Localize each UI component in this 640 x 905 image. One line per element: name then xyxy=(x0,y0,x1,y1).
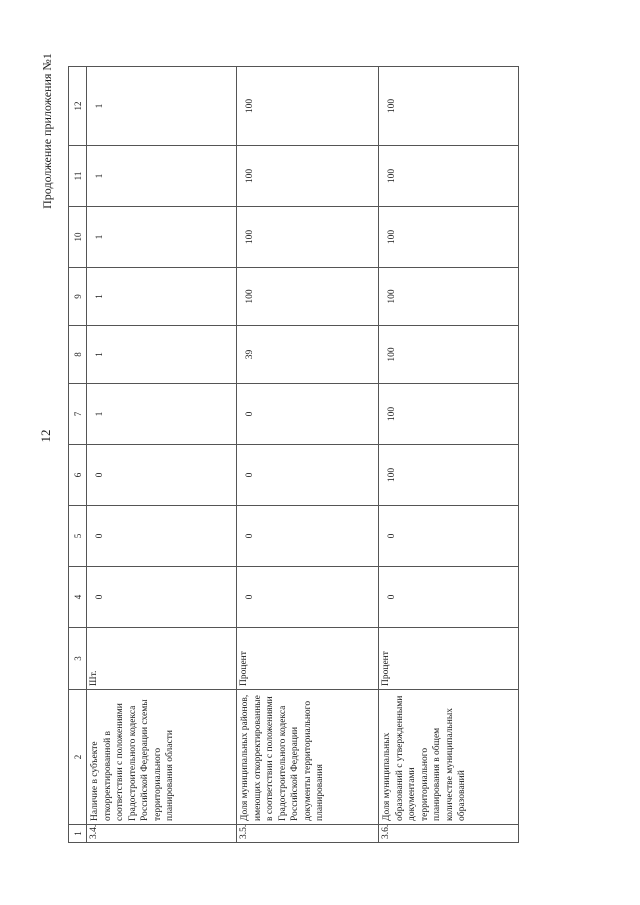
row-value: 0 xyxy=(87,445,237,506)
column-number: 8 xyxy=(69,326,87,384)
row-value: 1 xyxy=(87,384,237,445)
row-value: 0 xyxy=(87,567,237,628)
row-description: Доля муниципальных образований с утвержденными документами территориального планирования в общем количестве муниципальных образований xyxy=(379,690,519,825)
table-row xyxy=(87,67,237,843)
row-value: 100 xyxy=(379,146,519,207)
row-value: 100 xyxy=(379,268,519,326)
row-value: 100 xyxy=(237,146,379,207)
column-number: 4 xyxy=(69,567,87,628)
column-number: 7 xyxy=(69,384,87,445)
row-unit: Процент xyxy=(237,628,379,690)
row-value: 0 xyxy=(237,506,379,567)
page-number: 12 xyxy=(38,429,53,443)
row-value: 1 xyxy=(87,146,237,207)
row-value: 100 xyxy=(237,207,379,268)
row-unit: Шт. xyxy=(87,628,237,690)
column-number: 1 xyxy=(69,825,87,843)
row-unit: Процент xyxy=(379,628,519,690)
row-value: 0 xyxy=(237,567,379,628)
column-number: 6 xyxy=(69,445,87,506)
row-value: 100 xyxy=(379,67,519,146)
row-value: 100 xyxy=(379,326,519,384)
indicators-table-container xyxy=(68,67,640,839)
continuation-label: Продолжение приложения №1 xyxy=(40,53,54,209)
row-value: 1 xyxy=(87,67,237,146)
table-row xyxy=(379,67,519,843)
row-value: 0 xyxy=(237,384,379,445)
row-index: 3.6. xyxy=(379,825,519,843)
column-number: 11 xyxy=(69,146,87,207)
row-description: Доля муниципальных районов, имеющих откорректированные в соответствии с положениями Градостроительного кодекса Российской Федерации документы территориального планирования xyxy=(237,690,379,825)
row-value: 100 xyxy=(379,384,519,445)
row-description: Наличие в субъекте откорректированной в соответствии с положениями Градостроительного кодекса Российской Федерации схемы территориального планирования области xyxy=(87,690,237,825)
column-number-row xyxy=(69,67,87,843)
row-value: 100 xyxy=(237,67,379,146)
row-value: 1 xyxy=(87,268,237,326)
column-number: 9 xyxy=(69,268,87,326)
column-number: 3 xyxy=(69,628,87,690)
row-value: 39 xyxy=(237,326,379,384)
column-number: 10 xyxy=(69,207,87,268)
row-value: 0 xyxy=(379,567,519,628)
table-row xyxy=(237,67,379,843)
row-value: 1 xyxy=(87,207,237,268)
column-number: 2 xyxy=(69,690,87,825)
row-value: 100 xyxy=(379,207,519,268)
row-value: 0 xyxy=(237,445,379,506)
row-value: 100 xyxy=(379,445,519,506)
column-number: 5 xyxy=(69,506,87,567)
row-index: 3.4. xyxy=(87,825,237,843)
row-value: 100 xyxy=(237,268,379,326)
row-value: 0 xyxy=(379,506,519,567)
indicators-table xyxy=(68,66,519,843)
row-value: 1 xyxy=(87,326,237,384)
column-number: 12 xyxy=(69,67,87,146)
row-index: 3.5. xyxy=(237,825,379,843)
row-value: 0 xyxy=(87,506,237,567)
